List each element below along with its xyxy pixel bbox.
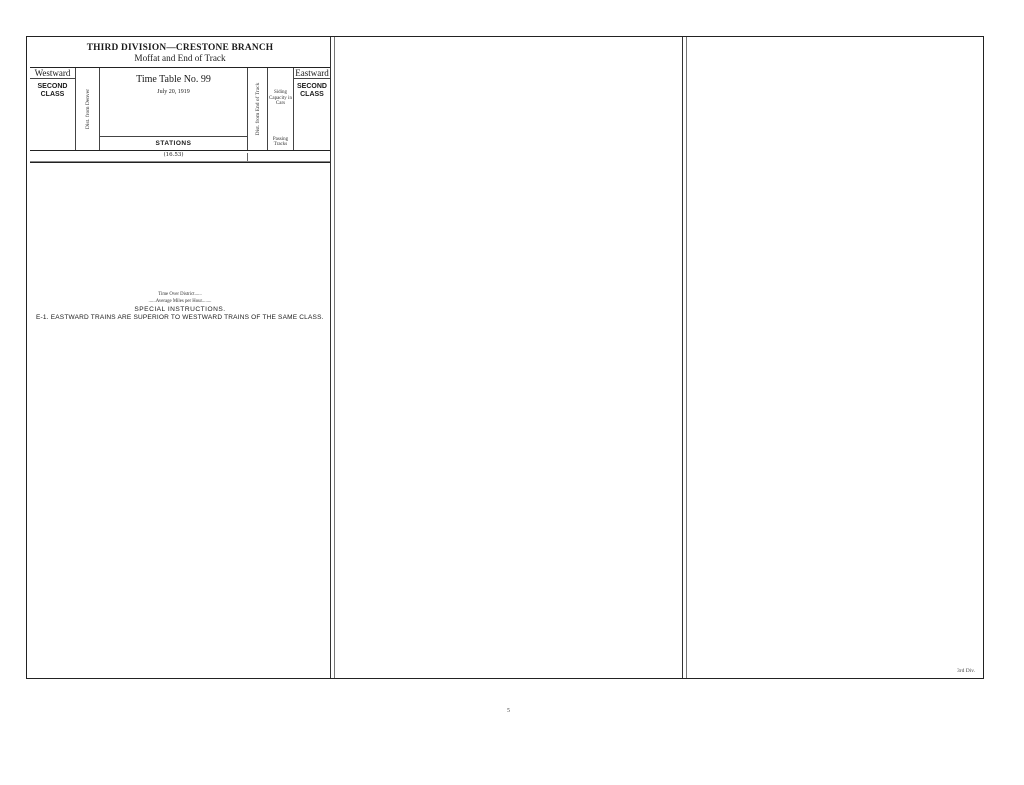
- dist-denver-label: Dist. from Denver: [84, 88, 91, 130]
- table-header: [30, 68, 330, 151]
- passing-tracks-label: Passing Tracks: [272, 136, 289, 148]
- section-title: THIRD DIVISION—CRESTONE BRANCH: [86, 43, 274, 53]
- timetable-number: Time Table No. 99: [136, 74, 211, 85]
- time-over-label: Time Over District......: [158, 292, 202, 297]
- timetable-date: July 20, 1919: [157, 89, 190, 95]
- crestone-instructions: [30, 291, 330, 322]
- division-footer: 3rd Div.: [957, 668, 975, 674]
- page-number: 5: [507, 708, 510, 714]
- timetable-sheet: [26, 36, 984, 714]
- instruction-note: E-1. EASTWARD TRAINS ARE SUPERIOR TO WESTWARD TRAINS OF THE SAME CLASS.: [36, 314, 324, 321]
- second-class-label: SECOND CLASS: [297, 83, 327, 98]
- stations-heading: STATIONS: [100, 136, 247, 150]
- eastward-label: Eastward: [295, 68, 329, 78]
- total-row: [30, 151, 330, 162]
- dist-end-label: Dist. from End of Track: [254, 82, 261, 136]
- column-divider: [682, 37, 687, 678]
- total-distance: (16.53): [100, 153, 248, 161]
- crestone-branch: [30, 43, 330, 63]
- westward-label: Westward: [30, 68, 75, 79]
- column-left: [30, 41, 330, 674]
- section-subtitle: Moffat and End of Track: [134, 53, 226, 63]
- special-instructions-heading: SPECIAL INSTRUCTIONS.: [134, 306, 226, 313]
- siding-capacity-label: Siding Capacity in Cars: [269, 90, 292, 107]
- column-divider: [330, 37, 335, 678]
- crestone-table: [30, 67, 330, 163]
- avg-miles-label: ......Average Miles per Hour........: [148, 298, 212, 304]
- second-class-label: SECOND CLASS: [37, 83, 68, 98]
